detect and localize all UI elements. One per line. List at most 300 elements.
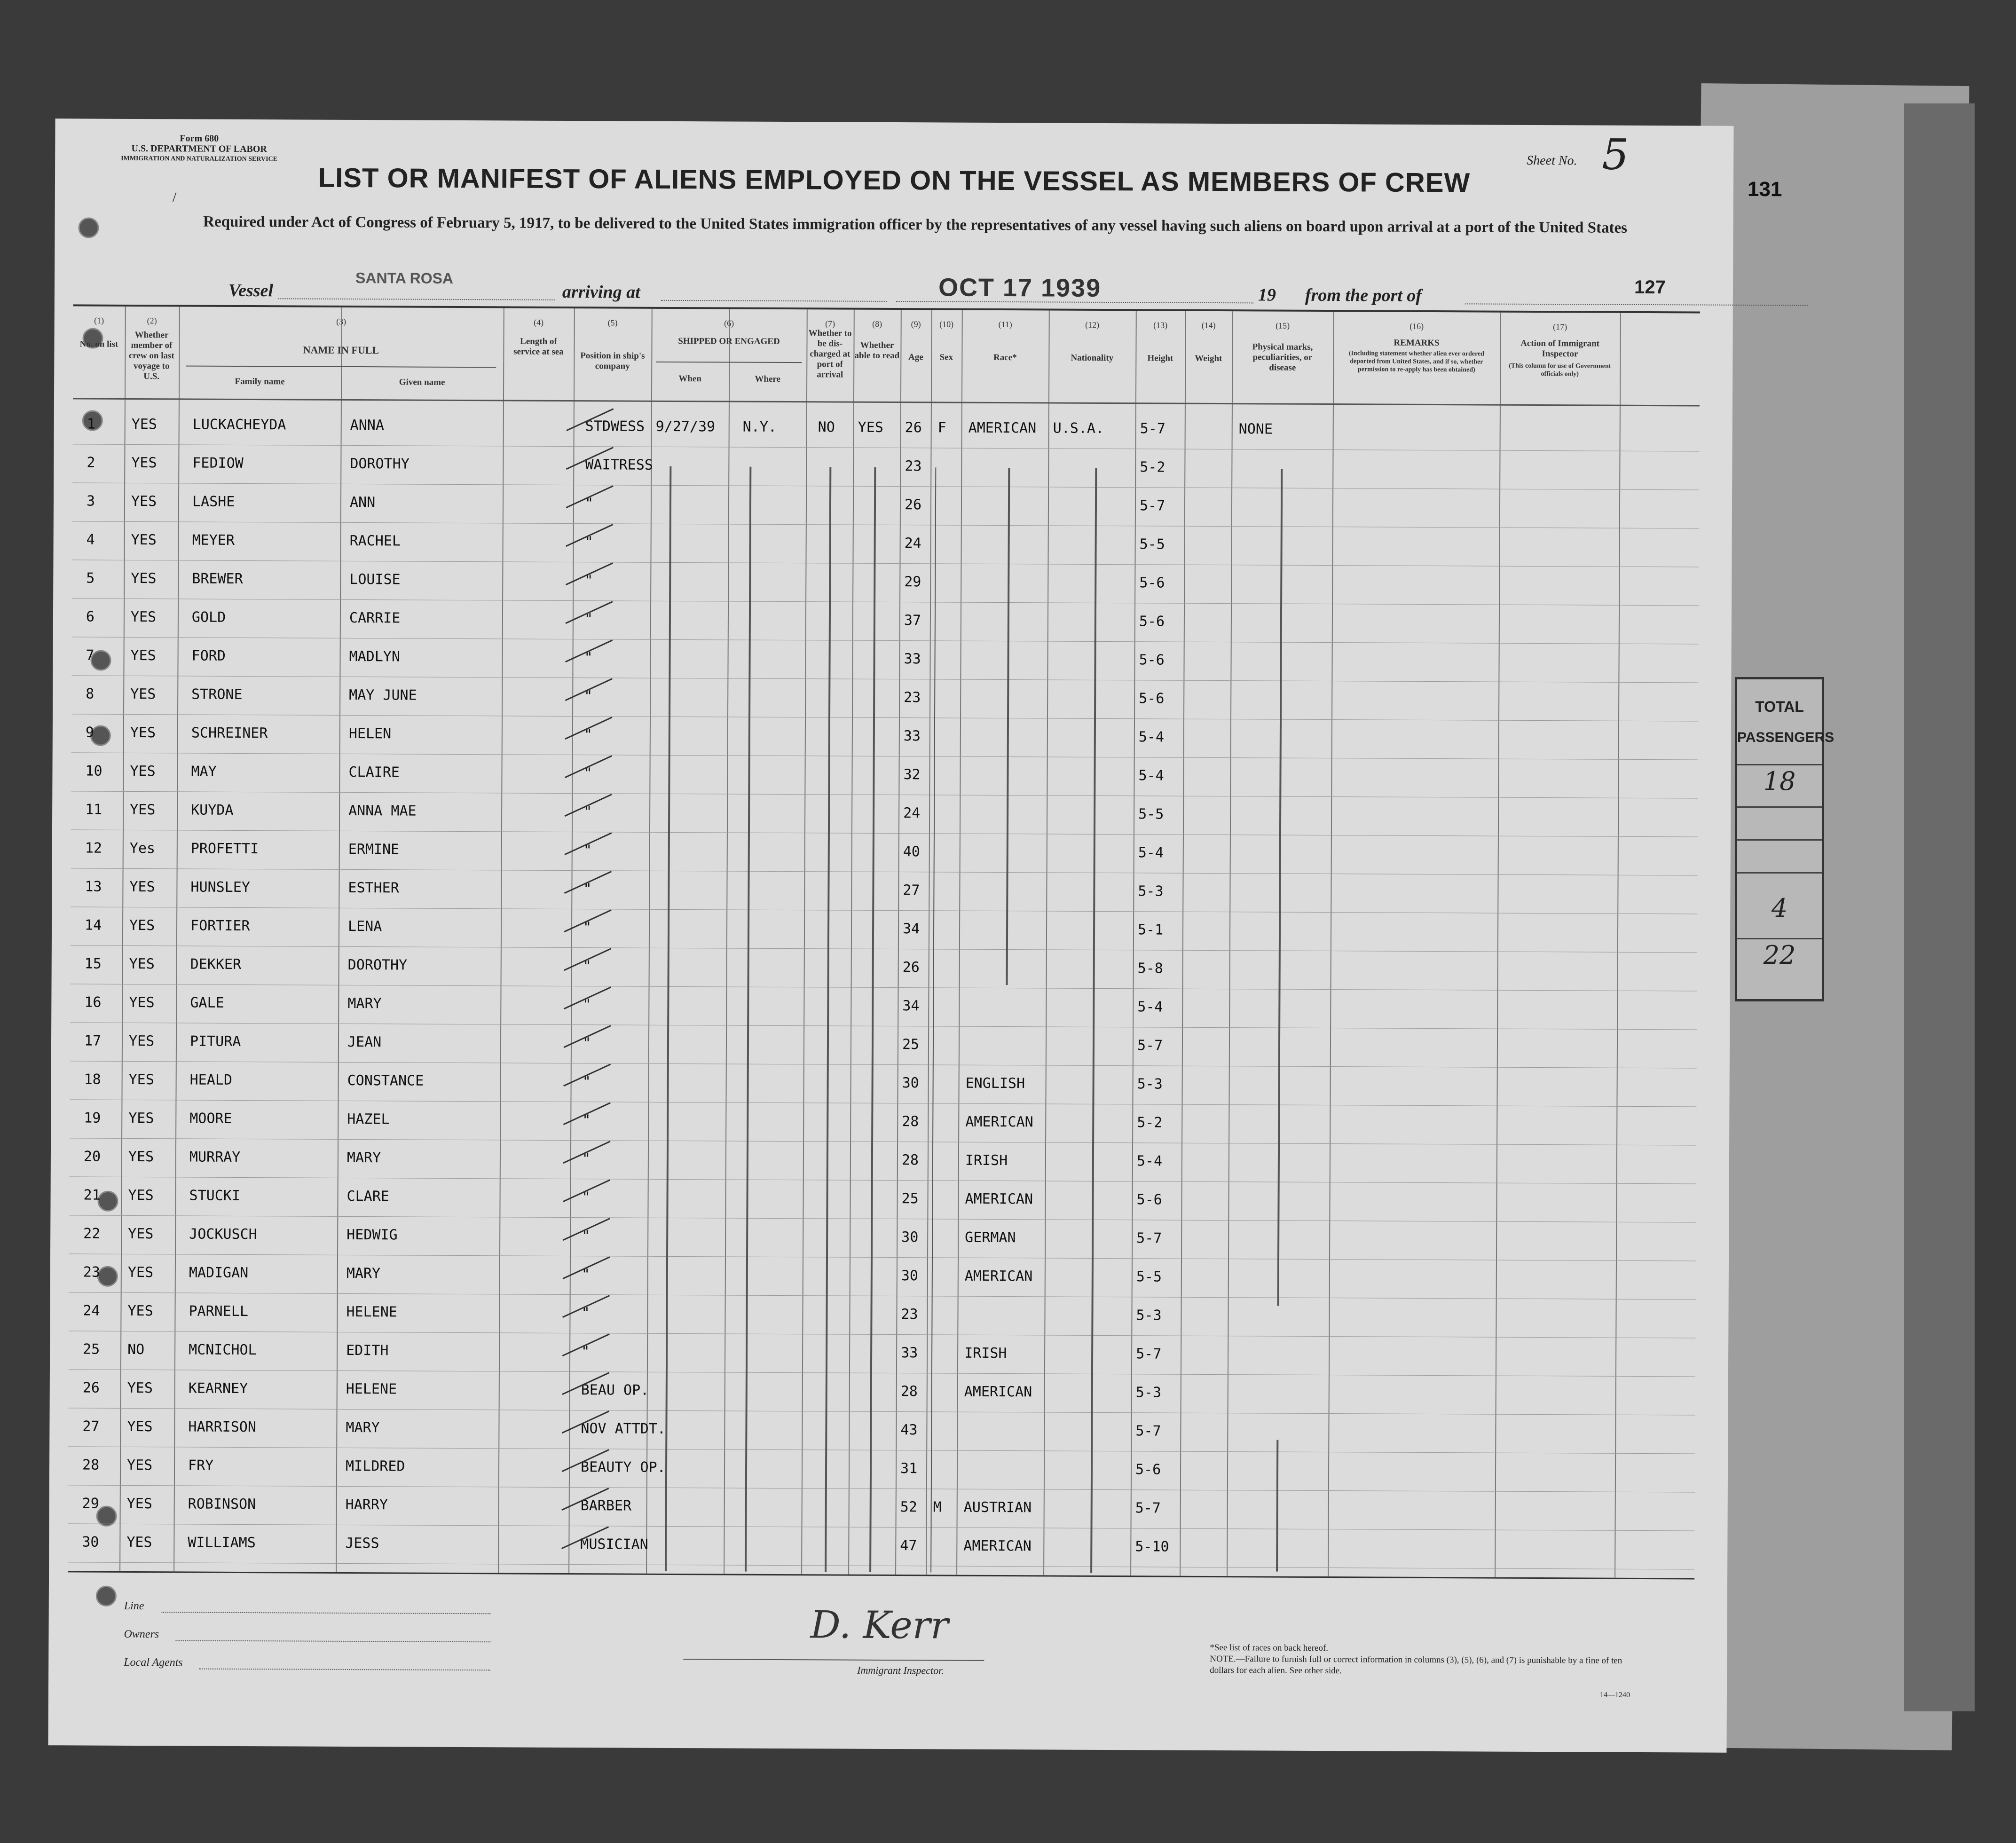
row-rule (68, 1562, 1694, 1569)
age: 28 (901, 1152, 919, 1169)
row-number: 30 (82, 1534, 99, 1551)
position: " (581, 1305, 590, 1322)
family-name: BREWER (192, 570, 243, 587)
position: " (583, 842, 592, 859)
given-name: MILDRED (345, 1457, 405, 1475)
age: 47 (900, 1537, 917, 1554)
form-number-block (121, 133, 277, 165)
given-name: HELENE (346, 1303, 397, 1321)
table-row (68, 1448, 1695, 1493)
age: 34 (902, 921, 920, 937)
footer-line-label: Line (124, 1599, 144, 1613)
row-number: 24 (83, 1302, 100, 1319)
header-remarks: REMARKS (1394, 338, 1440, 348)
height: 5-1 (1137, 922, 1164, 938)
row-number: 14 (85, 917, 102, 934)
height: 5-6 (1136, 1191, 1162, 1208)
age: 37 (904, 612, 921, 629)
position: " (583, 958, 591, 975)
age: 25 (902, 1036, 920, 1053)
totals-rule (1737, 839, 1822, 841)
position: " (582, 1189, 591, 1206)
family-name: HARRISON (188, 1418, 257, 1436)
column-number: (13) (1153, 320, 1168, 330)
column-number: (9) (911, 319, 921, 329)
given-name: HELENE (346, 1380, 397, 1398)
family-name: MCNICHOL (189, 1341, 257, 1359)
vessel-label: Vessel (228, 280, 274, 301)
given-name: MARY (346, 1149, 381, 1166)
family-name: FORTIER (190, 917, 250, 935)
height: 5-6 (1139, 575, 1165, 591)
crew-prev-voyage: YES (126, 1457, 153, 1474)
race: AUSTRIAN (963, 1499, 1032, 1516)
table-row (68, 1525, 1694, 1570)
height: 5-3 (1138, 883, 1164, 900)
age: 33 (903, 728, 921, 745)
height: 5-2 (1137, 1114, 1163, 1131)
table-row (71, 716, 1698, 760)
height: 5-3 (1136, 1307, 1162, 1324)
shipped-when: 9/27/39 (655, 418, 716, 435)
height: 5-10 (1135, 1538, 1169, 1555)
given-name: CARRIE (349, 609, 401, 627)
column-number: (10) (939, 319, 954, 329)
age: 23 (901, 1306, 918, 1323)
table-row (71, 754, 1698, 799)
given-name: MADLYN (349, 648, 401, 665)
family-name: GOLD (191, 609, 226, 626)
footer-agents-field (199, 1669, 490, 1671)
row-number: 29 (82, 1495, 99, 1512)
header-shipped-or-engaged: SHIPPED OR ENGAGED (678, 336, 780, 347)
header-sex: Sex (939, 352, 953, 362)
totals-heading: TOTAL (1755, 698, 1804, 715)
given-name: ESTHER (348, 879, 399, 897)
crew-prev-voyage: YES (128, 1225, 154, 1243)
given-name: CLARE (346, 1188, 389, 1205)
height: 5-7 (1140, 420, 1166, 437)
table-row (71, 677, 1698, 722)
height: 5-3 (1137, 1076, 1163, 1093)
crew-prev-voyage: YES (130, 685, 156, 703)
age: 43 (900, 1422, 918, 1439)
table-row (70, 985, 1697, 1030)
age: 28 (902, 1113, 919, 1130)
position: STDWESS (585, 418, 645, 435)
footnote-penalty: NOTE.—Failure to furnish full or correct information in columns (3), (5), (6), and (7) is punishable by a fine of ten dollars for each alien. See other side. (1210, 1654, 1622, 1676)
crew-prev-voyage: YES (130, 801, 156, 819)
given-name: JESS (345, 1535, 379, 1552)
family-name: MURRAY (189, 1149, 241, 1166)
given-name: LOUISE (349, 571, 401, 588)
header-able-to-read: Whether able to read (854, 340, 900, 361)
position: " (584, 495, 594, 512)
given-name: MAY JUNE (349, 686, 417, 704)
row-number: 21 (83, 1187, 101, 1204)
inspector-label: Immigrant Inspector. (857, 1664, 944, 1677)
page-subtitle: Required under Act of Congress of February 5, 1917, to be delivered to the United States immigration officer by the representatives of any vessel having such aliens on board upon arrival at a port of the United States (203, 213, 1628, 236)
table-row (71, 908, 1697, 953)
family-name: ROBINSON (188, 1496, 256, 1513)
table-row (72, 600, 1699, 645)
column-number: (16) (1410, 321, 1424, 331)
given-name: MARY (347, 995, 382, 1012)
age: 29 (904, 574, 921, 591)
crew-prev-voyage: YES (128, 1032, 155, 1050)
table-row (68, 1487, 1695, 1531)
height: 5-5 (1139, 536, 1165, 553)
position: " (582, 1150, 591, 1167)
crew-prev-voyage: YES (127, 1264, 154, 1281)
footnote-races: *See list of races on back hereof. (1210, 1642, 1329, 1654)
table-row (69, 1294, 1695, 1339)
crew-prev-voyage: YES (129, 955, 155, 973)
column-number: (6) (724, 318, 734, 328)
column-number: (11) (998, 319, 1012, 330)
table-row (70, 1101, 1696, 1146)
table-row (72, 446, 1699, 490)
table-row (70, 1024, 1697, 1069)
age: 52 (900, 1499, 917, 1516)
header-weight: Weight (1195, 353, 1222, 364)
position: " (583, 765, 592, 782)
position: BEAU OP. (581, 1382, 649, 1399)
row-number: 5 (86, 570, 95, 587)
race: AMERICAN (968, 419, 1037, 437)
row-number: 4 (86, 531, 95, 548)
family-name: MOORE (189, 1110, 232, 1127)
position: " (581, 1343, 590, 1360)
service-name: IMMIGRATION AND NATURALIZATION SERVICE (121, 155, 278, 163)
discharge: NO (818, 419, 835, 436)
race: GERMAN (965, 1229, 1016, 1246)
family-name: PROFETTI (190, 840, 259, 858)
given-name: HELEN (348, 725, 392, 742)
position: WAITRESS (585, 457, 653, 473)
position: " (584, 649, 593, 666)
position: BEAUTY OP. (580, 1459, 666, 1476)
back-sheet-edge (1904, 103, 1975, 1711)
height: 5-6 (1139, 652, 1165, 669)
table-row (69, 1217, 1696, 1261)
family-name: STRONE (191, 686, 243, 703)
position: " (582, 1035, 591, 1052)
row-number: 20 (83, 1148, 101, 1165)
header-name-in-full: NAME IN FULL (303, 344, 379, 356)
given-name: EDITH (346, 1342, 389, 1359)
position: " (583, 881, 592, 898)
totals-subheading: PASSENGERS (1737, 730, 1835, 745)
family-name: FEDIOW (192, 455, 244, 472)
column-number: (17) (1553, 322, 1567, 332)
race: AMERICAN (964, 1383, 1032, 1401)
family-name: FRY (188, 1457, 214, 1474)
family-name: LUCKACHEYDA (192, 416, 286, 433)
header-where: Where (755, 374, 780, 384)
header-inspector-action: Action of Immigrant Inspector (1520, 338, 1599, 359)
header-when: When (678, 374, 701, 384)
race: AMERICAN (964, 1268, 1033, 1285)
footnote (1210, 1642, 1633, 1678)
table-row (72, 561, 1699, 606)
crew-prev-voyage: YES (130, 724, 156, 741)
race: AMERICAN (963, 1537, 1032, 1555)
crew-prev-voyage: YES (131, 570, 157, 587)
vessel-field-line (278, 298, 555, 300)
header-position: Position in ship's company (580, 351, 645, 371)
margin-number: 131 (1747, 177, 1782, 201)
position: " (584, 572, 593, 589)
crew-prev-voyage: YES (130, 763, 156, 780)
header-height: Height (1147, 353, 1173, 363)
given-name: MARY (346, 1419, 380, 1436)
given-name: ANNA (350, 417, 385, 434)
sheet-label: Sheet No. (1527, 153, 1577, 168)
row-number: 18 (84, 1071, 101, 1088)
crew-prev-voyage: YES (131, 416, 157, 433)
table-row (68, 1410, 1695, 1454)
table-row (70, 1063, 1696, 1107)
column-number: (14) (1201, 320, 1216, 331)
sex: M (933, 1499, 942, 1516)
age: 28 (900, 1383, 918, 1400)
height: 5-8 (1137, 960, 1163, 977)
family-name: MADIGAN (189, 1264, 249, 1282)
crew-prev-voyage: YES (129, 917, 155, 934)
position: " (583, 803, 592, 820)
crew-prev-voyage: YES (127, 1418, 153, 1435)
given-name: CLAIRE (348, 764, 400, 781)
age: 23 (904, 689, 921, 706)
table-row (73, 407, 1700, 452)
age: 30 (901, 1229, 919, 1246)
crew-prev-voyage: YES (127, 1302, 153, 1320)
family-name: JOCKUSCH (189, 1226, 257, 1243)
table-row (71, 831, 1698, 876)
position: " (582, 1228, 591, 1244)
family-name: DEKKER (190, 956, 242, 973)
crew-prev-voyage: YES (128, 1148, 154, 1166)
punch-hole (96, 1586, 117, 1607)
crew-prev-voyage: YES (126, 1534, 152, 1551)
position: " (582, 1073, 591, 1090)
age: 24 (903, 805, 921, 822)
totals-value: 4 (1771, 893, 1788, 923)
age: 26 (905, 419, 922, 436)
totals-value: 18 (1763, 766, 1796, 796)
given-name: LENA (347, 918, 382, 935)
age: 27 (903, 882, 920, 899)
manifest-table (68, 304, 1700, 1579)
family-name: GALE (190, 994, 224, 1011)
footer-owners-field (175, 1640, 490, 1642)
column-number: (1) (94, 315, 104, 325)
header-given-name: Given name (399, 377, 445, 387)
row-number: 7 (86, 647, 94, 664)
height: 5-7 (1136, 1346, 1162, 1363)
family-name: KEARNEY (188, 1380, 248, 1397)
crew-prev-voyage: YES (126, 1495, 152, 1512)
given-name: ERMINE (348, 841, 400, 858)
header-remarks-note: (Including statement whether alien ever ordered deported from United States, and if so, whether permission to re-apply has been obtained) (1348, 350, 1485, 374)
row-number: 13 (85, 878, 102, 895)
age: 26 (904, 496, 922, 513)
row-number: 22 (83, 1225, 101, 1242)
sheet-number: 5 (1602, 130, 1629, 180)
race: AMERICAN (965, 1113, 1033, 1131)
page-number: 127 (1634, 276, 1666, 298)
arriving-label: arriving at (562, 282, 640, 302)
from-port-label: from the port of (1305, 285, 1422, 306)
race: AMERICAN (965, 1190, 1033, 1208)
family-name: MAY (191, 763, 217, 780)
totals-rule (1737, 764, 1822, 765)
row-number: 3 (86, 493, 95, 510)
crew-prev-voyage: YES (131, 531, 157, 549)
position: " (581, 1266, 590, 1283)
row-number: 16 (84, 994, 102, 1011)
column-number: (4) (534, 317, 544, 327)
height: 5-6 (1139, 613, 1165, 630)
row-number: 1 (87, 416, 95, 433)
age: 24 (904, 535, 921, 552)
position: BARBER (580, 1497, 632, 1514)
crew-prev-voyage: YES (127, 1379, 153, 1397)
row-number: 8 (86, 685, 94, 702)
crew-prev-voyage: Yes (129, 840, 156, 857)
crew-prev-voyage: YES (130, 647, 156, 664)
height: 5-3 (1135, 1384, 1162, 1401)
height: 5-5 (1136, 1268, 1162, 1285)
height: 5-7 (1135, 1423, 1161, 1440)
column-number: (5) (607, 318, 618, 328)
punch-hole (78, 217, 99, 238)
physical-marks: NONE (1238, 421, 1273, 438)
shipped-where: N.Y. (742, 418, 777, 435)
table-row (69, 1371, 1695, 1416)
row-number: 23 (83, 1264, 101, 1281)
year-label: 19 (1258, 285, 1276, 305)
row-number: 2 (87, 454, 95, 471)
crew-prev-voyage: YES (130, 608, 157, 626)
family-name: PITURA (189, 1033, 241, 1050)
height: 5-6 (1139, 690, 1165, 707)
age: 26 (902, 959, 920, 976)
department-name: U.S. DEPARTMENT OF LABOR (131, 143, 267, 155)
totals-rule (1737, 806, 1822, 808)
height: 5-4 (1138, 767, 1164, 784)
header-bottom-rule (73, 398, 1700, 406)
table-row (71, 870, 1697, 914)
age: 34 (902, 998, 920, 1015)
header-discharged: Whether to be dis-charged at port of arrival (808, 328, 852, 380)
table-row (69, 1332, 1695, 1377)
totals-value: 22 (1763, 940, 1796, 970)
row-number: 10 (85, 763, 102, 780)
crew-prev-voyage: YES (128, 1071, 154, 1088)
column-number: (7) (825, 319, 835, 329)
column-number: (12) (1085, 320, 1100, 330)
row-number: 15 (84, 955, 102, 972)
family-name: MEYER (192, 532, 235, 549)
tick-mark: / (172, 189, 177, 205)
age: 32 (903, 766, 921, 783)
column-number: (2) (147, 316, 157, 326)
given-name: JEAN (347, 1033, 382, 1051)
header-member-of-crew: Whether member of crew on last voyage to U.S. (128, 330, 174, 382)
row-number: 28 (82, 1457, 100, 1473)
header-physical-marks: Physical marks, peculiarities, or disease (1252, 342, 1313, 373)
family-name: WILLIAMS (188, 1534, 256, 1552)
age: 30 (902, 1075, 919, 1092)
position: NOV ATTDT. (581, 1420, 666, 1437)
header-family-name: Family name (235, 376, 285, 387)
height: 5-4 (1137, 999, 1163, 1016)
given-name: HAZEL (347, 1111, 390, 1128)
age: 31 (900, 1460, 918, 1477)
age: 25 (901, 1190, 919, 1207)
signature-line (683, 1659, 984, 1661)
table-row (72, 523, 1699, 567)
height: 5-7 (1139, 497, 1166, 514)
page-title: LIST OR MANIFEST OF ALIENS EMPLOYED ON THE VESSEL AS MEMBERS OF CREW (318, 162, 1471, 198)
vessel-name: SANTA ROSA (355, 269, 454, 287)
given-name: HEDWIG (346, 1226, 398, 1244)
header-race: Race* (993, 352, 1017, 363)
family-name: LASHE (192, 493, 235, 510)
row-number: 12 (85, 840, 102, 857)
race: ENGLISH (965, 1075, 1025, 1092)
position: MUSICIAN (580, 1536, 648, 1553)
age: 23 (905, 458, 922, 475)
height: 5-4 (1136, 1153, 1163, 1170)
date-stamp: OCT 17 1939 (938, 273, 1102, 302)
height: 5-7 (1136, 1230, 1162, 1247)
given-name: ANN (349, 494, 376, 511)
race: IRISH (965, 1152, 1008, 1169)
age: 33 (901, 1345, 918, 1362)
position: " (582, 1112, 591, 1129)
crew-prev-voyage: YES (129, 878, 155, 896)
family-name: STUCKI (189, 1187, 241, 1204)
crew-prev-voyage: YES (131, 454, 157, 472)
form-code: 14—1240 (1599, 1691, 1630, 1699)
table-row (70, 1140, 1696, 1184)
table-row (71, 947, 1697, 992)
age: 30 (901, 1268, 919, 1284)
table-row (71, 638, 1698, 683)
given-name: MARY (346, 1265, 381, 1282)
form-number: Form 680 (180, 133, 219, 144)
arriving-field-line (661, 300, 887, 302)
age: 40 (903, 843, 920, 860)
height: 5-4 (1138, 729, 1165, 746)
given-name: DOROTHY (347, 956, 408, 974)
table-row (71, 793, 1698, 837)
given-name: ANNA MAE (348, 802, 417, 819)
position: " (584, 534, 593, 551)
crew-prev-voyage: YES (129, 994, 155, 1011)
vessel-row (228, 269, 1666, 309)
given-name: DOROTHY (350, 455, 410, 473)
footer-line-field (162, 1612, 491, 1614)
nationality: U.S.A. (1053, 420, 1104, 437)
crew-prev-voyage: YES (128, 1187, 154, 1204)
header-length-of-service: Length of service at sea (513, 336, 564, 357)
totals-rule (1737, 938, 1822, 939)
inspector-signature: D. Kerr (810, 1603, 949, 1647)
